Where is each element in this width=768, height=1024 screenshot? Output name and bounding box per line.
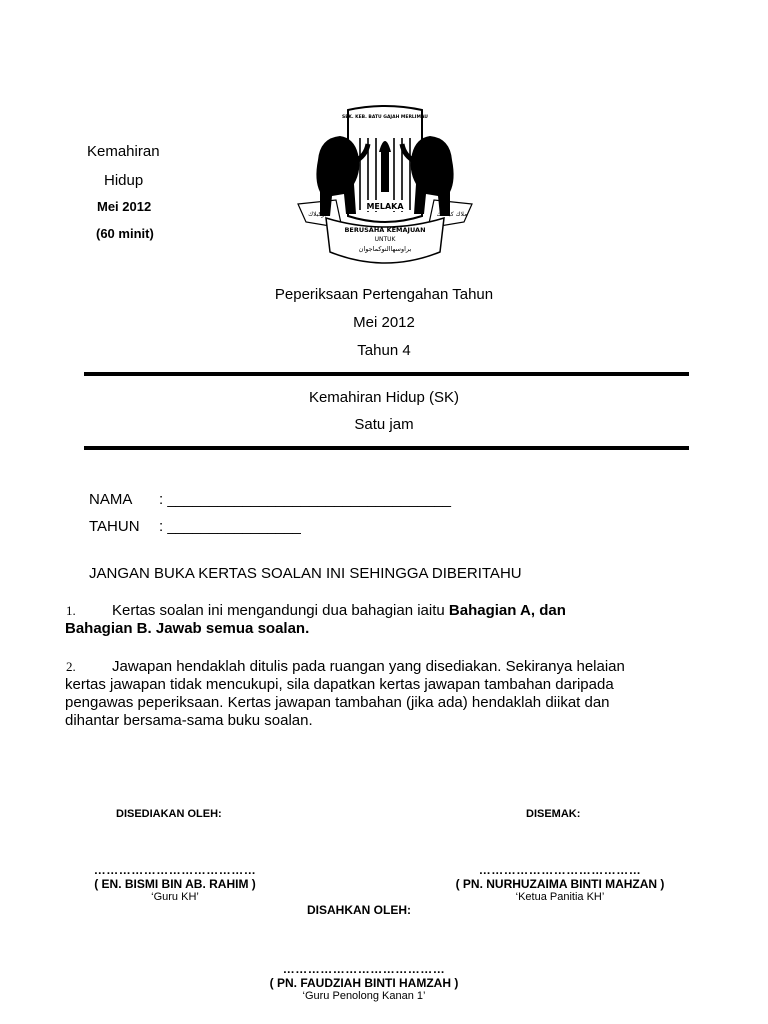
checked-name: ( PN. NURHUZAIMA BINTI MAHZAN ): [455, 877, 665, 891]
header-divider-top: [84, 372, 689, 376]
approved-signature-line: …………………………………: [282, 962, 446, 976]
instruction-2: [65, 658, 715, 730]
subject-duration: (60 minit): [96, 226, 154, 241]
approved-by-heading: DISAHKAN OLEH:: [307, 903, 411, 917]
crest-ribbon-line1: BERUSAHA KEMAJUAN: [344, 226, 426, 234]
checked-signature-line: …………………………………: [478, 863, 642, 877]
checked-signature-block: [430, 863, 690, 903]
crest-ribbon-line3: براوسهاالنوكماجوان: [358, 245, 412, 253]
subject-name-line2: Hidup: [104, 172, 144, 189]
subject-month: Mei 2012: [97, 199, 152, 214]
subject-name-line1: Kemahiran: [87, 143, 160, 160]
prepared-by-heading: DISEDIAKAN OLEH:: [116, 808, 222, 820]
instruction-2-line4: dihantar bersama-sama buku soalan.: [65, 712, 313, 729]
exam-title: Peperiksaan Pertengahan Tahun: [274, 286, 494, 303]
checked-role: ‘Ketua Panitia KH’: [515, 891, 605, 903]
crest-center-text: MELAKA: [366, 202, 404, 211]
instruction-2-line3: pengawas peperiksaan. Kertas jawapan tambahan (jika ada) hendaklah diikat dan: [65, 694, 610, 711]
approved-name: ( PN. FAUDZIAH BINTI HAMZAH ): [269, 976, 459, 990]
school-crest-logo: [296, 104, 474, 272]
instruction-2-line1: Jawapan hendaklah ditulis pada ruangan yang disediakan. Sekiranya helaian: [112, 658, 625, 675]
instruction-2-line2: kertas jawapan tidak mencukupi, sila dapatkan kertas jawapan tambahan daripada: [65, 676, 614, 693]
nama-label: NAMA: [89, 491, 133, 508]
instruction-2-number: 2.: [66, 659, 76, 674]
paper-duration: Satu jam: [354, 416, 414, 433]
checked-by-heading: DISEMAK:: [526, 808, 581, 820]
instruction-1-bold-1: Bahagian A, dan: [448, 602, 566, 619]
tahun-label: TAHUN: [89, 518, 140, 535]
nama-field[interactable]: [89, 491, 451, 508]
exam-year: Tahun 4: [357, 342, 411, 359]
prepared-role: ‘Guru KH’: [151, 891, 199, 903]
approved-signature-block: [234, 962, 494, 1002]
prepared-signature-block: [60, 863, 290, 903]
instruction-1-number: 1.: [66, 603, 76, 618]
paper-name: Kemahiran Hidup (SK): [308, 389, 460, 406]
tahun-line[interactable]: : ________________: [159, 518, 301, 535]
nama-line[interactable]: : __________________________________: [159, 491, 451, 508]
approved-role: ‘Guru Penolong Kanan 1’: [302, 990, 426, 1002]
prepared-name: ( EN. BISMI BIN AB. RAHIM ): [94, 877, 256, 891]
crest-ribbon-line2: UNTUK: [374, 236, 396, 243]
exam-month: Mei 2012: [353, 314, 415, 331]
header-divider-bottom: [84, 446, 689, 450]
crest-banner-text: SEK. KEB. BATU GAJAH MERLIMAU: [342, 115, 428, 120]
instruction-1-text: Kertas soalan ini mengandungi dua bahagian iaitu: [112, 602, 449, 619]
instruction-warning: JANGAN BUKA KERTAS SOALAN INI SEHINGGA DIBERITAHU: [89, 565, 522, 582]
crest-right-script: ملاك كبلسك: [436, 211, 468, 218]
instruction-1-bold-2: Bahagian B. Jawab semua soalan.: [65, 620, 310, 637]
instruction-1: [65, 602, 715, 638]
crest-left-script: ابوكبلاك: [308, 211, 328, 218]
tahun-field[interactable]: [89, 518, 301, 535]
prepared-signature-line: …………………………………: [93, 863, 257, 877]
